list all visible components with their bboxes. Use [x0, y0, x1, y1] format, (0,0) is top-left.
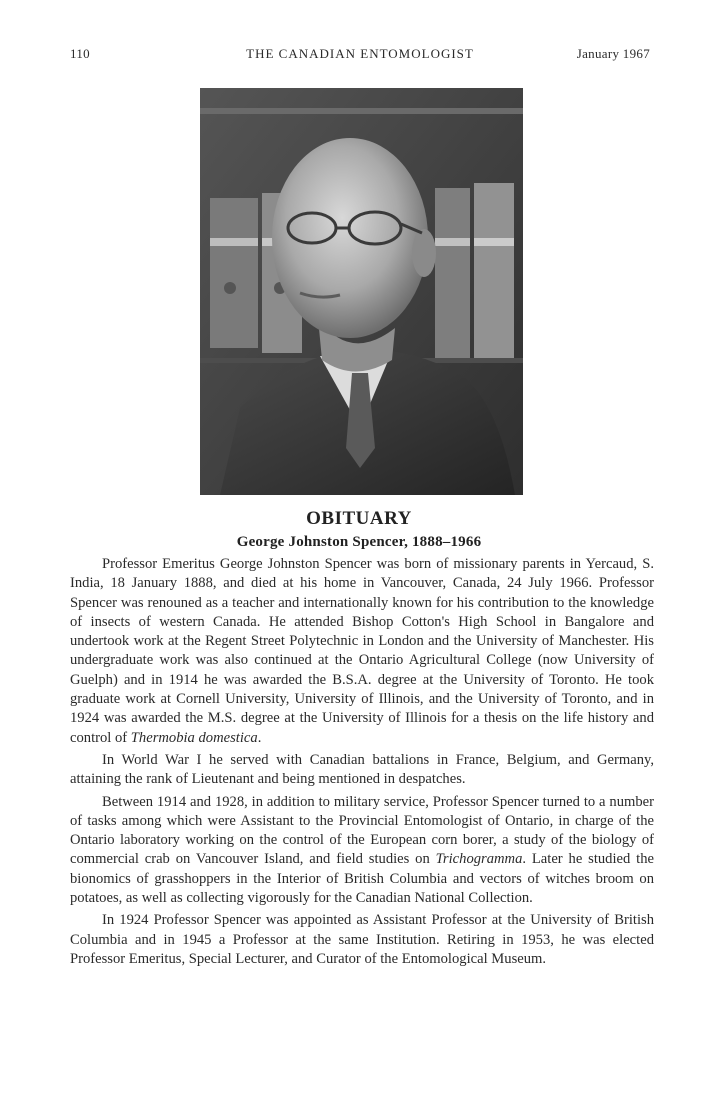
article-subtitle: George Johnston Spencer, 1888–1966 [236, 534, 482, 550]
paragraph-3-end: . Later he studied the bionomics of grasshoppers in the Interior of British Columbia and vectors of witches broom on potatoes, as well as collecting vigorously for the Canadian National Collection. [70, 851, 654, 907]
genus-name: Trichogramma [435, 851, 523, 868]
paragraph-4: In 1924 Professor Spencer was appointed as Assistant Professor at the University of British Columbia and in 1945 a Professor at the same Institution. Retiring in 1953, he was elected Professor Emeritus, Special Lecturer, and Curator of the Entomological Museum. [70, 912, 654, 967]
paragraph-3 [70, 793, 654, 909]
running-header [70, 46, 650, 64]
paragraph-2: In World War I he served with Canadian battalions in France, Belgium, and Germany, attaining the rank of Lieutenant and being mentioned in despatches. [70, 751, 654, 788]
paragraph-1 [70, 555, 654, 748]
paragraph-1-text: Professor Emeritus George Johnston Spencer was born of missionary parents in Yercaud, S. India, 18 January 1888, and died at his home in Vancouver, Canada, 24 July 1966. Professor Spencer was renouned as a teacher and internationally known for his contribution to the knowledge of insects of western Canada. He attended Bishop Cotton's High School in Bangalore and undertook work at the Regent Street Polytechnic in London and the University of Manchester. His undergraduate work was also continued at the Ontario Agricultural College (now University of Guelph) and in 1914 he was awarded the B.S.A. degree at the University of Toronto. He took graduate work at Cornell University, University of Illinois, and the University of Toronto, and in 1924 was awarded the M.S. degree at the University of Illinois for a thesis on the life history and control of [70, 556, 654, 746]
page-number: 110 [70, 46, 90, 61]
issue-date: January 1967 [576, 46, 650, 61]
article-body [70, 555, 654, 972]
paragraph-3-text: Between 1914 and 1928, in addition to military service, Professor Spencer turned to a number of tasks among which were Assistant to the Provincial Entomologist of Ontario, in charge of the Ontario laboratory working on the control of the European corn borer, a study of the biology of commercial crab on Vancouver Island, and field studies on [70, 793, 654, 868]
paragraph-1-end: . [257, 729, 262, 746]
species-name: Thermobia domestica [130, 729, 258, 746]
portrait-photo [200, 88, 523, 495]
article-title: OBITUARY [306, 508, 412, 529]
journal-title: THE CANADIAN ENTOMOLOGIST [246, 46, 474, 61]
